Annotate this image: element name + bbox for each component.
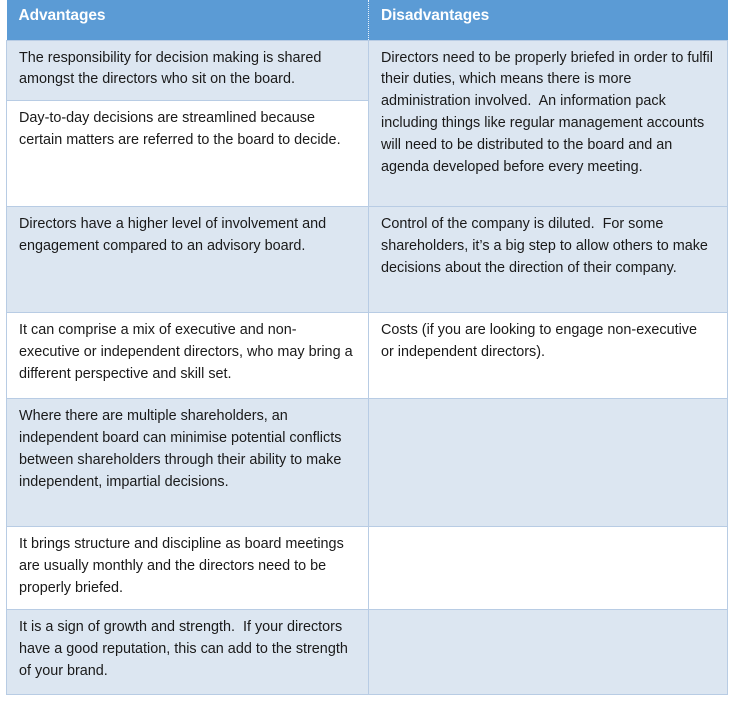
cell-advantages bbox=[7, 609, 369, 694]
cell-text: The responsibility for decision making is shared amongst the directors who sit on the board. bbox=[19, 49, 326, 88]
column-header-advantages: Advantages bbox=[7, 0, 369, 40]
cell-disadvantages bbox=[369, 399, 728, 527]
cell-advantages bbox=[7, 40, 369, 101]
cell-advantages bbox=[7, 207, 369, 313]
table-body bbox=[7, 40, 728, 694]
cell-text: Where there are multiple shareholders, an independent board can minimise potential conflicts between shareholders through their ability to make independent, impartial decisions. bbox=[19, 408, 346, 490]
advantages-disadvantages-table bbox=[6, 0, 728, 695]
cell-disadvantages bbox=[369, 527, 728, 610]
cell-advantages bbox=[7, 313, 369, 399]
table-row bbox=[7, 313, 728, 399]
column-header-disadvantages: Disadvantages bbox=[369, 0, 728, 40]
cell-disadvantages bbox=[369, 207, 728, 313]
table-row bbox=[7, 40, 728, 101]
table-row bbox=[7, 609, 728, 694]
cell-advantages bbox=[7, 399, 369, 527]
table-row bbox=[7, 207, 728, 313]
cell-disadvantages bbox=[369, 609, 728, 694]
table-row bbox=[7, 399, 728, 527]
table-header-row bbox=[7, 0, 728, 40]
cell-text: Directors have a higher level of involvement and engagement compared to an advisory board. bbox=[19, 216, 331, 255]
cell-text: It can comprise a mix of executive and non-executive or independent directors, who may bring a different perspective and skill set. bbox=[19, 322, 357, 383]
cell-advantages bbox=[7, 527, 369, 610]
cell-advantages bbox=[7, 101, 369, 207]
cell-text: It is a sign of growth and strength. If your directors have a good reputation, this can add to the strength of your brand. bbox=[19, 618, 352, 679]
table-row bbox=[7, 527, 728, 610]
cell-text: Costs (if you are looking to engage non-executive or independent directors). bbox=[381, 322, 701, 361]
cell-disadvantages bbox=[369, 40, 728, 207]
cell-text: Directors need to be properly briefed in order to fulfil their duties, which means there is more administration involved. An information pack including things like regular management accounts will need to be distributed to the board and an agenda developed before every meeting. bbox=[381, 49, 717, 175]
cell-text: Control of the company is diluted. For some shareholders, it’s a big step to allow others to make decisions about the direction of their company. bbox=[381, 216, 712, 277]
cell-text: Day-to-day decisions are streamlined because certain matters are referred to the board to decide. bbox=[19, 110, 341, 149]
cell-text: It brings structure and discipline as board meetings are usually monthly and the directors need to be properly briefed. bbox=[19, 536, 348, 597]
table-header bbox=[7, 0, 728, 40]
cell-disadvantages bbox=[369, 313, 728, 399]
